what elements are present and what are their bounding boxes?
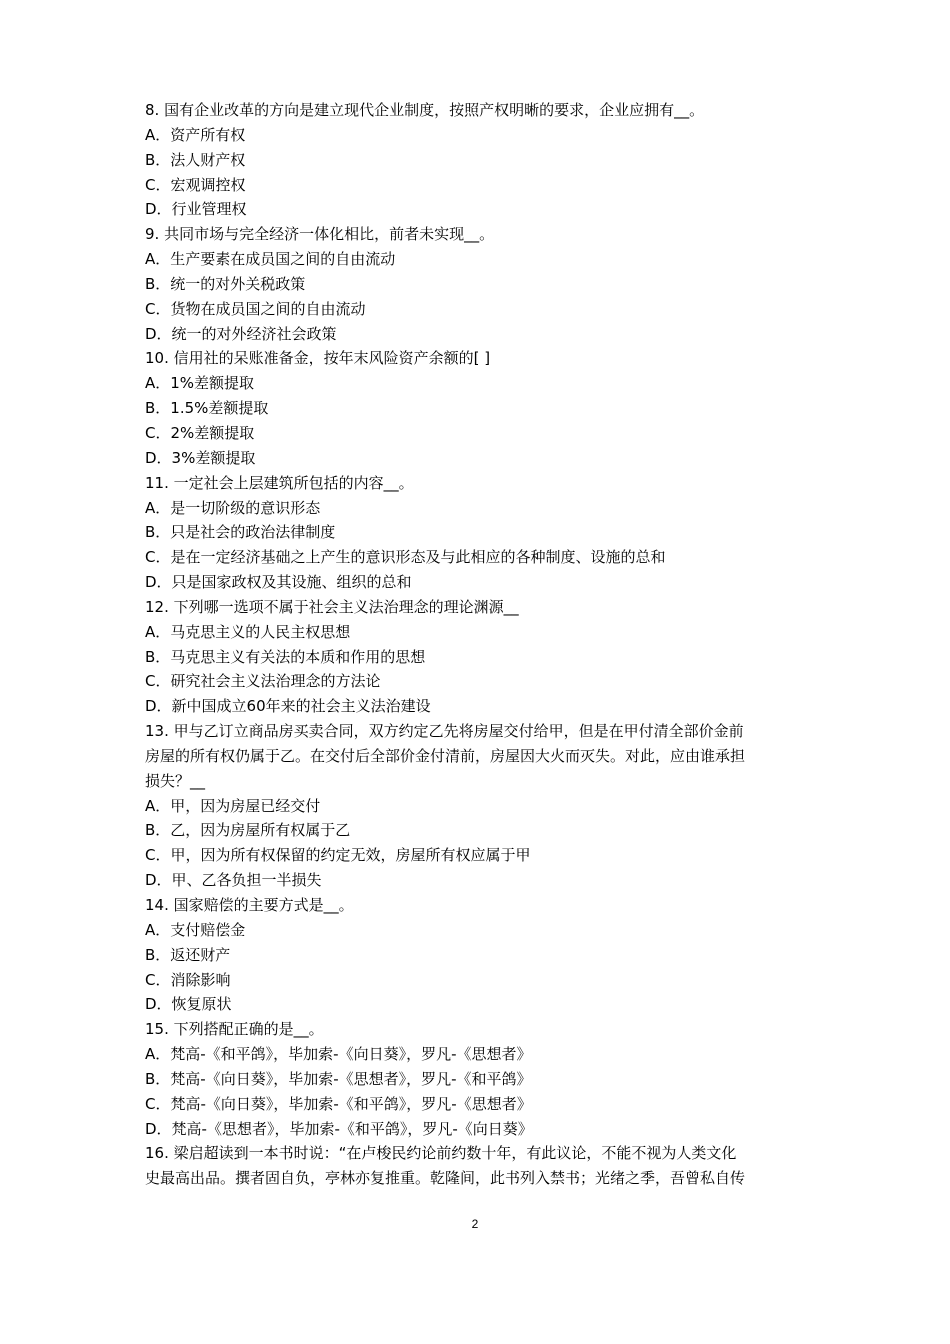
answer-option: C．是在一定经济基础之上产生的意识形态及与此相应的各种制度、设施的总和	[145, 548, 666, 567]
answer-option: D．恢复原状	[145, 995, 232, 1014]
answer-option: C．消除影响	[145, 970, 231, 989]
answer-option: C．货物在成员国之间的自由流动	[145, 299, 366, 318]
answer-option: B．返还财产	[145, 945, 231, 964]
question-stem-line: 9. 共同市场与完全经济一体化相比，前者未实现__。	[145, 225, 495, 244]
answer-option: A．是一切阶级的意识形态	[145, 498, 321, 517]
answer-option: D．梵高-《思想者》，毕加索-《和平鸽》，罗凡-《向日葵》	[145, 1119, 533, 1138]
question-stem-line: 14. 国家赔偿的主要方式是__。	[145, 896, 354, 914]
answer-option: A．生产要素在成员国之间的自由流动	[145, 250, 396, 269]
question-stem-line: 15. 下列搭配正确的是__。	[145, 1020, 324, 1039]
answer-option: D．行业管理权	[145, 200, 247, 219]
question-block	[145, 1017, 825, 1141]
question-block	[145, 471, 825, 595]
answer-option: C．梵高-《向日葵》，毕加索-《和平鸽》，罗凡-《思想者》	[145, 1094, 532, 1113]
answer-option: A．甲，因为房屋已经交付	[145, 796, 321, 815]
answer-option: B．梵高-《向日葵》，毕加索-《思想者》，罗凡-《和平鸽》	[145, 1069, 532, 1088]
question-block	[145, 346, 825, 470]
answer-option: B．统一的对外关税政策	[145, 274, 306, 293]
question-stem-line: 13. 甲与乙订立商品房买卖合同，双方约定乙先将房屋交付给甲，但是在甲付清全部价金前	[145, 722, 744, 741]
answer-option: C．研究社会主义法治理念的方法论	[145, 672, 381, 691]
question-stem-line: 损失？__	[145, 771, 206, 790]
answer-option: C．2%差额提取	[145, 423, 255, 442]
answer-option: C．宏观调控权	[145, 175, 246, 194]
question-block	[145, 1141, 825, 1191]
question-stem-line: 11. 一定社会上层建筑所包括的内容__。	[145, 473, 414, 492]
question-block	[145, 222, 825, 346]
answer-option: B．法人财产权	[145, 150, 246, 169]
answer-option: A．支付赔偿金	[145, 920, 246, 939]
question-stem-line: 8. 国有企业改革的方向是建立现代企业制度，按照产权明晰的要求，企业应拥有__。	[145, 101, 705, 119]
answer-option: B．乙，因为房屋所有权属于乙	[145, 821, 351, 840]
question-stem-line: 房屋的所有权仍属于乙。在交付后全部价金付清前，房屋因大火而灭失。对此，应由谁承担	[145, 746, 746, 765]
answer-option: D．甲、乙各负担一半损失	[145, 871, 322, 890]
document-page	[145, 98, 825, 1191]
answer-option: B．1.5%差额提取	[145, 399, 269, 418]
answer-option: D．统一的对外经济社会政策	[145, 324, 337, 343]
answer-option: D．只是国家政权及其设施、组织的总和	[145, 573, 412, 592]
answer-option: D．新中国成立60年来的社会主义法治建设	[145, 697, 431, 716]
answer-option: B．只是社会的政治法律制度	[145, 523, 336, 542]
question-block	[145, 893, 825, 1017]
answer-option: D．3%差额提取	[145, 448, 256, 467]
answer-option: A．梵高-《和平鸽》，毕加索-《向日葵》，罗凡-《思想者》	[145, 1045, 532, 1064]
question-block	[145, 98, 825, 222]
page-number: 2	[471, 1217, 479, 1231]
question-stem-line: 史最高出品。撰者固自负，亭林亦复推重。乾隆间，此书列入禁书；光绪之季，吾曾私自传	[145, 1169, 746, 1188]
question-stem-line: 16. 梁启超读到一本书时说：“在卢梭民约论前约数十年，有此议论，不能不视为人类文化	[145, 1144, 737, 1163]
answer-option: B．马克思主义有关法的本质和作用的思想	[145, 647, 426, 666]
question-stem-line: 10. 信用社的呆账准备金，按年末风险资产余额的[ ]	[145, 349, 491, 368]
answer-option: C．甲，因为所有权保留的约定无效，房屋所有权应属于甲	[145, 846, 531, 865]
question-stem-line: 12. 下列哪一选项不属于社会主义法治理念的理论渊源__	[145, 597, 519, 616]
answer-option: A．资产所有权	[145, 125, 246, 144]
answer-option: A．马克思主义的人民主权思想	[145, 622, 351, 641]
answer-option: A．1%差额提取	[145, 374, 255, 393]
question-block	[145, 595, 825, 719]
question-block	[145, 719, 825, 893]
